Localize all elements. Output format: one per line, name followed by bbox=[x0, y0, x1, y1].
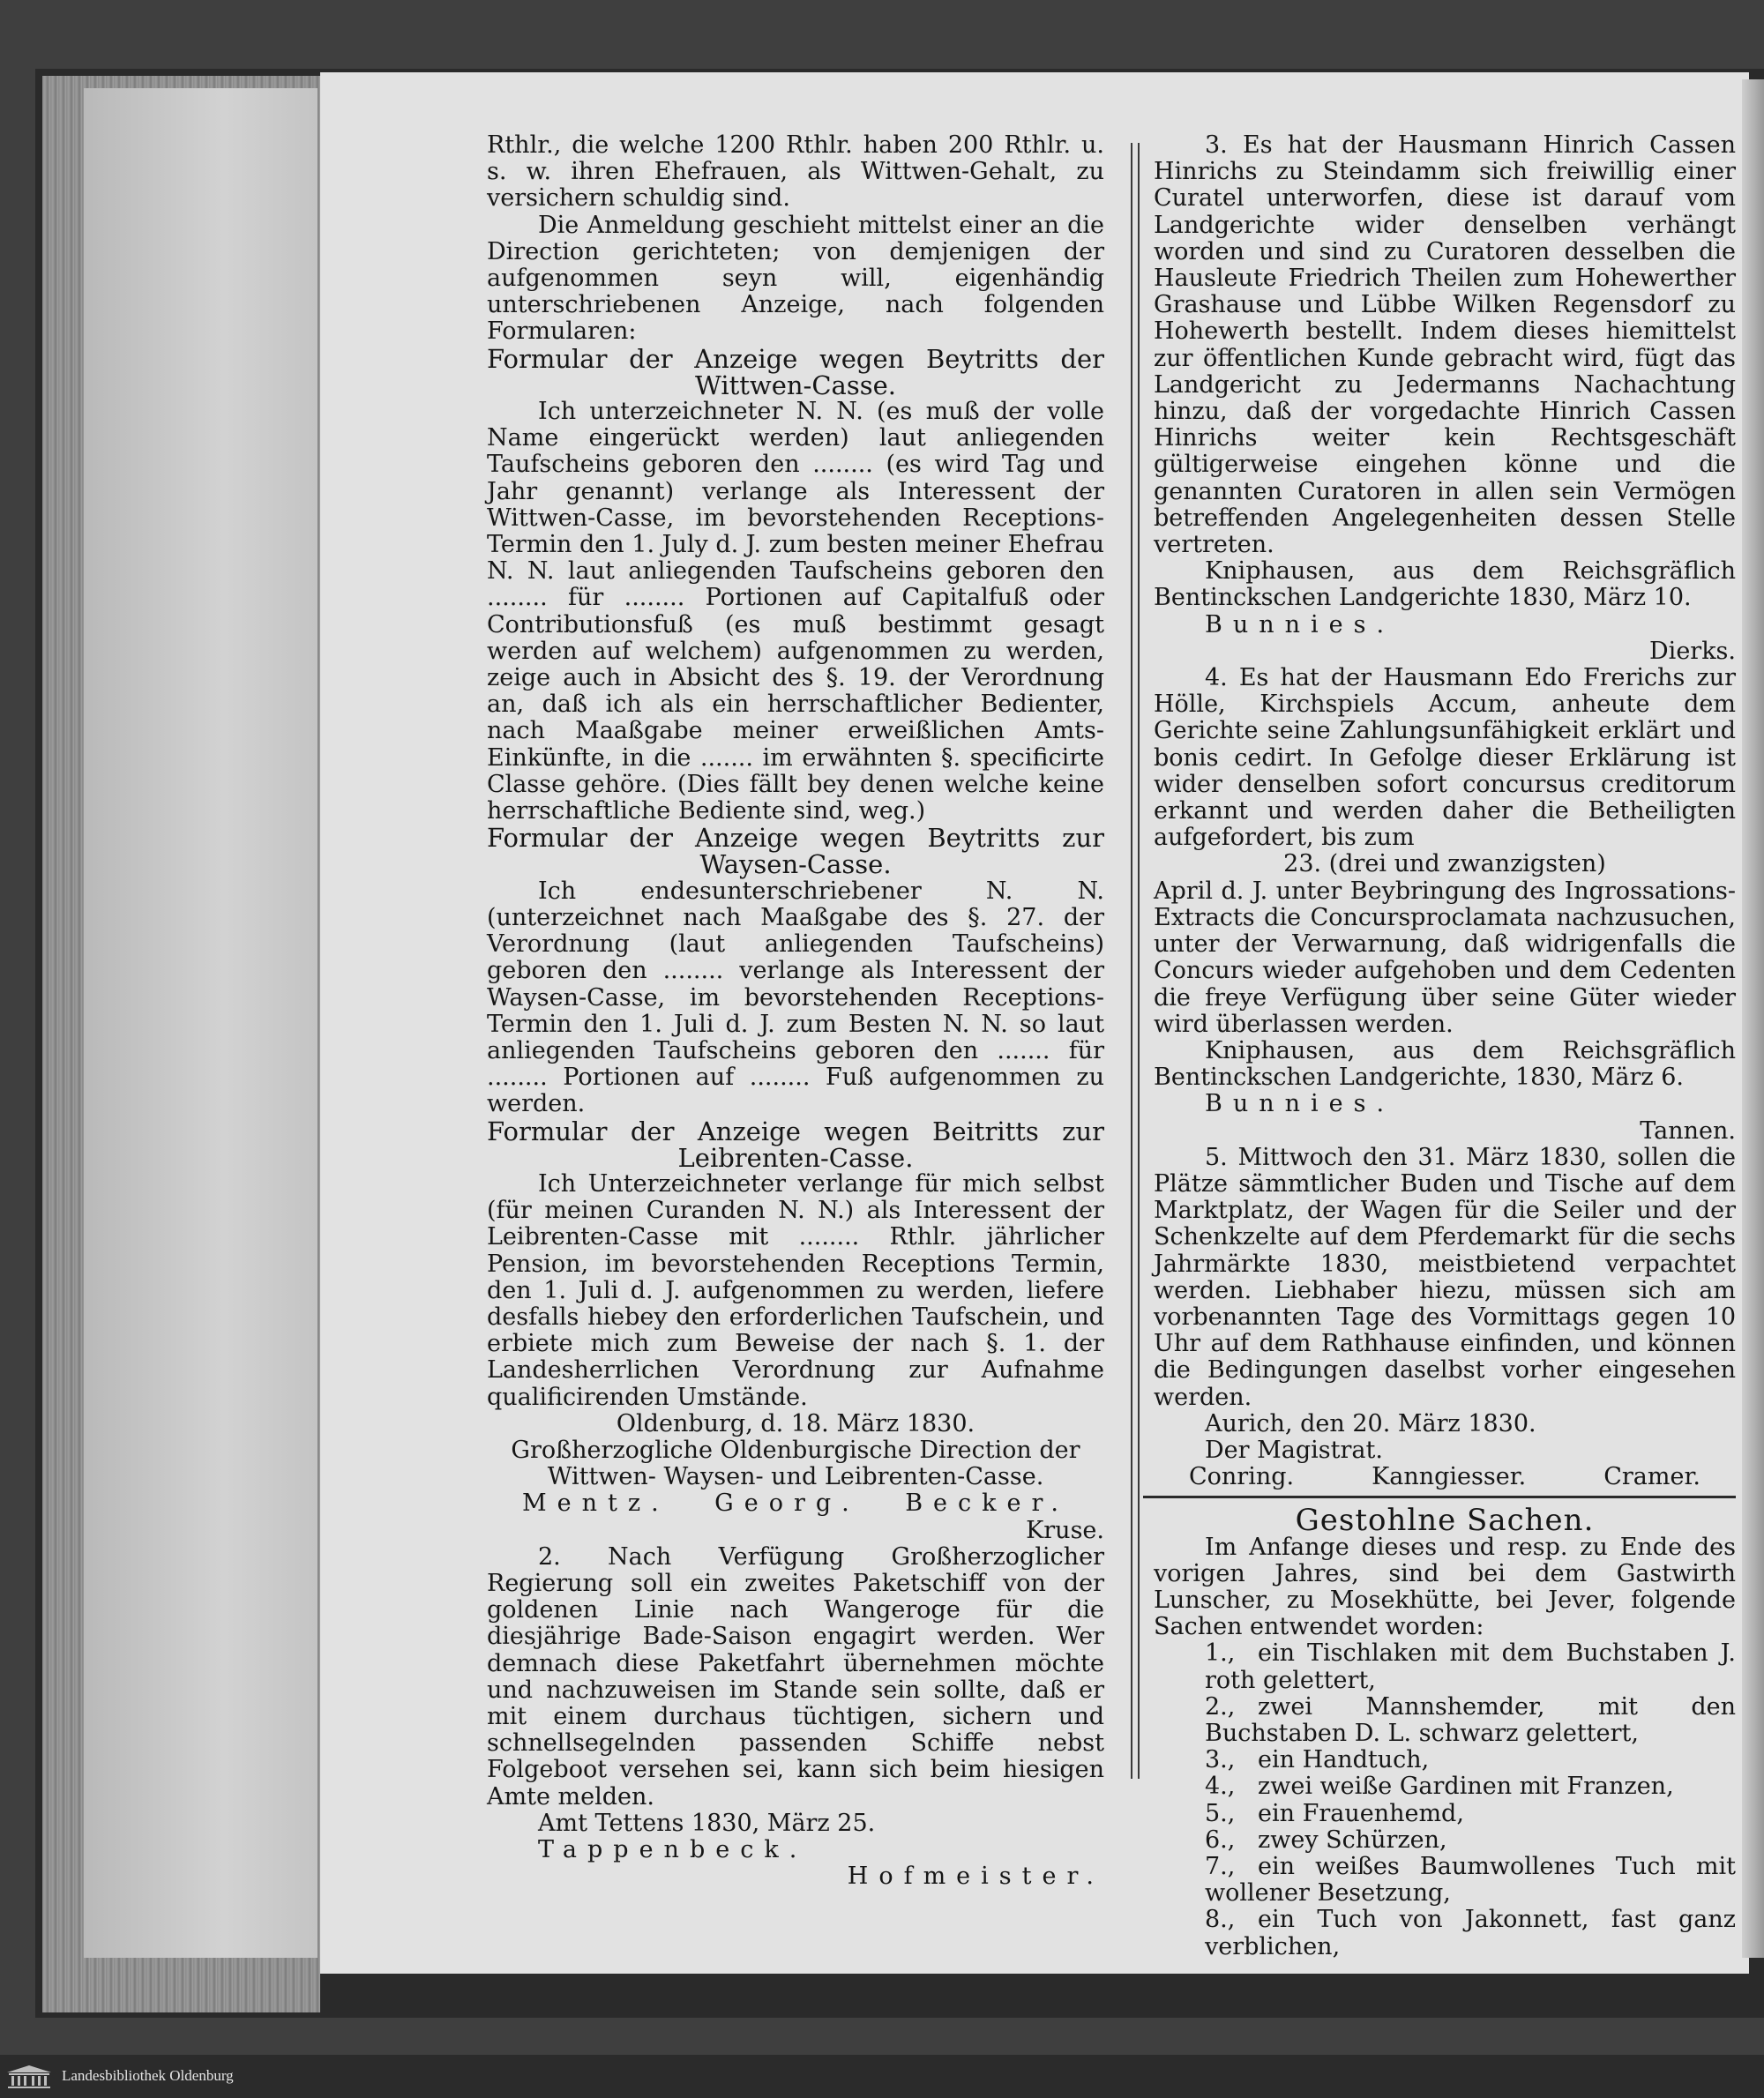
list-item-text: ein Handtuch, bbox=[1258, 1746, 1430, 1774]
list-item-number: 5., bbox=[1205, 1799, 1236, 1827]
left-column bbox=[487, 132, 1104, 1890]
page-stack-inner bbox=[84, 88, 318, 1958]
notice-3-signer-1: Bunnies. bbox=[1205, 610, 1395, 638]
notice-4-signer-2: Tannen. bbox=[1640, 1116, 1736, 1145]
signers: Mentz. Georg. Becker. bbox=[522, 1490, 1069, 1518]
right-page-edge bbox=[1742, 79, 1764, 1958]
library-building-icon bbox=[5, 2064, 53, 2090]
list-item bbox=[1154, 1854, 1736, 1907]
list-item-text: ein Tuch von Jakonnett, fast ganz verblichen, bbox=[1205, 1906, 1736, 1960]
list-item bbox=[1154, 1801, 1736, 1827]
place-date: Oldenburg, d. 18. März 1830. bbox=[616, 1409, 975, 1437]
form1-heading: Formular der Anzeige wegen Beytritts der Wittwen-Casse. bbox=[487, 343, 1104, 400]
list-item-text: ein Tischlaken mit dem Buchstaben J. roth gelettert, bbox=[1205, 1639, 1736, 1694]
stolen-intro: Im Anfange dieses und resp. zu Ende des vorigen Jahres, sind bei dem Gastwirth Lunscher, zu Mosekhütte, bei Jever, folgende Sachen entwendet worden: bbox=[1154, 1533, 1736, 1641]
list-item bbox=[1154, 1827, 1736, 1854]
form1-text: Ich unterzeichneter N. N. (es muß der volle Name eingerückt werden) laut anliegenden Taufscheins geboren den ........ (es wird Tag und Jahr genannt) verlange als Interessent der Wittwen-Casse, im bevorstehenden Receptions-Termin den 1. July d. J. zum besten meiner Ehefrau N. N. laut anliegenden Taufscheins geboren den ........ für ........ Portionen auf Capitalfuß oder Contributionsfuß (es muß bestimmt gesagt werden auf welchem) aufgenommen zu werden, zeige auch in Absicht des §. 19. der Verordnung an, daß ich als ein herrschaftlicher Bedienter, nach Maaßgabe meiner erweißlichen Amts-Einkünfte, in die ....... im erwähnten §. specificirte Classe gehöre. (Dies fällt bey denen welche keine herrschaftliche Bediente sind, weg.) bbox=[487, 398, 1104, 825]
section-rule bbox=[1143, 1496, 1736, 1498]
list-item-number: 4., bbox=[1205, 1773, 1236, 1801]
list-item bbox=[1154, 1747, 1736, 1773]
notice-3: 3. Es hat der Hausmann Hinrich Cassen Hinrichs zu Steindamm sich freiwillig einer Curatel unterworfen, diese ist darauf vom Landgerichte wider denselben verhängt worden und sind zu Curatoren desselben die Hausleute Friedrich Theilen zum Hohewerther Grashause und Lübbe Wilken Regensdorf zu Hohewerth bestellt. Indem dieses hiemittelst zur öffentlichen Kunde gebracht wird, fügt das Landgericht zu Jedermanns Nachachtung hinzu, daß der vorgedachte Hinrich Cassen Hinrichs weiter kein Rechtsgeschäft gültigerweise eingehen könne und die genannten Curatoren in allen sein Vermögen betreffenden Angelegenheiten dessen Stelle vertreten. bbox=[1154, 131, 1736, 559]
list-item-number: 2., bbox=[1205, 1692, 1236, 1721]
notice-2: 2. Nach Verfügung Großherzoglicher Regierung soll ein zweites Paketschiff von der goldenen Linie nach Wangeroge für die diesjährige Bade-Saison engagirt werden. Wer demnach diese Paketfahrt übernehmen möchte und nachzuweisen im Stande sein sollte, daß er mit einem durchaus tüchtigen, sichern und schnellsegelnden passenden Schiffe nebst Folgeboot versehen sei, kann sich beim hiesigen Amte melden. bbox=[487, 1542, 1104, 1811]
list-item-text: ein weißes Baumwollenes Tuch mit wollener Besetzung, bbox=[1205, 1853, 1736, 1908]
notice-2-signer-2: Hofmeister. bbox=[847, 1863, 1104, 1891]
issuing-authority: Großherzogliche Oldenburgische Direction der Wittwen- Waysen- und Leibrenten-Casse. bbox=[511, 1436, 1080, 1491]
list-item bbox=[1154, 1907, 1736, 1960]
notice-2-place-date: Amt Tettens 1830, März 25. bbox=[538, 1809, 876, 1837]
list-item-number: 8., bbox=[1205, 1906, 1236, 1934]
notice-3-signer-2: Dierks. bbox=[1649, 637, 1736, 665]
notice-3-place-date: Kniphausen, aus dem Reichsgräflich Bentinckschen Landgerichte 1830, März 10. bbox=[1154, 557, 1736, 612]
intro-paragraph-1: Rthlr., die welche 1200 Rthlr. haben 200 Rthlr. u. s. w. ihren Ehefrauen, als Wittwen-Gehalt, zu versichern schuldig sind. bbox=[487, 131, 1104, 213]
signer-kruse: Kruse. bbox=[1026, 1516, 1104, 1544]
stolen-items-list bbox=[1154, 1640, 1736, 1960]
notice-2-signer-1: Tappenbeck. bbox=[538, 1836, 808, 1863]
list-item-number: 6., bbox=[1205, 1825, 1236, 1854]
list-item bbox=[1154, 1640, 1736, 1693]
list-item bbox=[1154, 1694, 1736, 1747]
intro-paragraph-2: Die Anmeldung geschieht mittelst einer an die Direction gerichteten; von demjenigen der aufgenommen seyn will, eigenhändig unterschriebenen Anzeige, nach folgenden Formularen: bbox=[487, 211, 1104, 346]
column-divider-secondary bbox=[1138, 143, 1140, 1779]
form3-heading: Formular der Anzeige wegen Beitritts zur Leibrenten-Casse. bbox=[487, 1116, 1104, 1173]
notice-4-continued: April d. J. unter Beybringung des Ingrossations-Extracts die Concursproclamata nachzusuchen, unter der Verwarnung, daß widrigenfalls die Concurs wieder aufgehoben und dem Cedenten die freye Verfügung über seine Güter wieder wird überlassen werden. bbox=[1154, 877, 1736, 1038]
list-item-number: 1., bbox=[1205, 1639, 1236, 1668]
notice-4-date: 23. (drei und zwanzigsten) bbox=[1283, 850, 1606, 878]
section-title: Gestohlne Sachen. bbox=[1295, 1503, 1595, 1539]
form2-heading: Formular der Anzeige wegen Beytritts zur Waysen-Casse. bbox=[487, 823, 1104, 880]
notice-5-signers: Conring. Kanngiesser. Cramer. bbox=[1189, 1463, 1700, 1491]
form3-text: Ich Unterzeichneter verlange für mich selbst (für meinen Curanden N. N.) als Interessent der Leibrenten-Casse mit ........ Rthlr. jährlicher Pension, im bevorstehenden Receptions Termin, den 1. Juli d. J. aufgenommen zu werden, liefere desfalls hiebey den erforderlichen Taufschein, und erbiete mich zum Beweise der nach §. 1. der Landesherrlichen Verordnung zur Aufnahme qualificirenden Umstände. bbox=[487, 1169, 1104, 1411]
list-item-text: zwei weiße Gardinen mit Franzen, bbox=[1258, 1773, 1674, 1801]
notice-5: 5. Mittwoch den 31. März 1830, sollen die Plätze sämmtlicher Buden und Tische auf dem Marktplatz, der Wagen für die Seiler und der Schenkzelte auf dem Pferdemarkt für die sechs Jahrmärkte 1830, meistbietend verpachtet werden. Liebhaber hiezu, müssen sich am vorbenannten Tage des Vormittags gegen 10 Uhr auf dem Rathhause einfinden, und können die Bedingungen daselbst vorher eingesehen werden. bbox=[1154, 1143, 1736, 1411]
right-column bbox=[1154, 132, 1736, 1960]
form2-text: Ich endesunterschriebener N. N. (unterzeichnet nach Maaßgabe des §. 27. der Verordnung (laut anliegenden Taufscheins) geboren den ........ verlange als Interessent der Waysen-Casse, im bevorstehenden Receptions-Termin den 1. Juli d. J. zum Besten N. N. so laut anliegenden Taufscheins geboren den ....... für ........ Portionen auf ........ Fuß aufgenommen zu werden. bbox=[487, 877, 1104, 1118]
footer-bar bbox=[0, 2055, 1764, 2098]
list-item-text: zwey Schürzen, bbox=[1258, 1825, 1447, 1854]
notice-5-place-date: Aurich, den 20. März 1830. bbox=[1205, 1409, 1536, 1437]
list-item-number: 7., bbox=[1205, 1853, 1236, 1880]
list-item-text: ein Frauenhemd, bbox=[1258, 1799, 1464, 1827]
list-item-text: zwei Mannshemder, mit den Buchstaben D. L. schwarz gelettert, bbox=[1205, 1692, 1736, 1747]
notice-5-authority: Der Magistrat. bbox=[1205, 1436, 1383, 1464]
notice-4: 4. Es hat der Hausmann Edo Frerichs zur Hölle, Kirchspiels Accum, anheute dem Gerichte seine Zahlungsunfähigkeit erklärt und bonis cedirt. In Gefolge dieser Erklärung ist wider denselben sofort concursus creditorum erkannt und werden daher die Betheiligten aufgefordert, bis zum bbox=[1154, 664, 1736, 852]
list-item-number: 3., bbox=[1205, 1746, 1236, 1774]
list-item bbox=[1154, 1773, 1736, 1800]
column-divider bbox=[1131, 143, 1132, 1779]
library-name[interactable]: Landesbibliothek Oldenburg bbox=[62, 2067, 234, 2084]
notice-4-signer-1: Bunnies. bbox=[1205, 1090, 1395, 1118]
notice-4-place-date: Kniphausen, aus dem Reichsgräflich Bentinckschen Landgerichte, 1830, März 6. bbox=[1154, 1036, 1736, 1092]
